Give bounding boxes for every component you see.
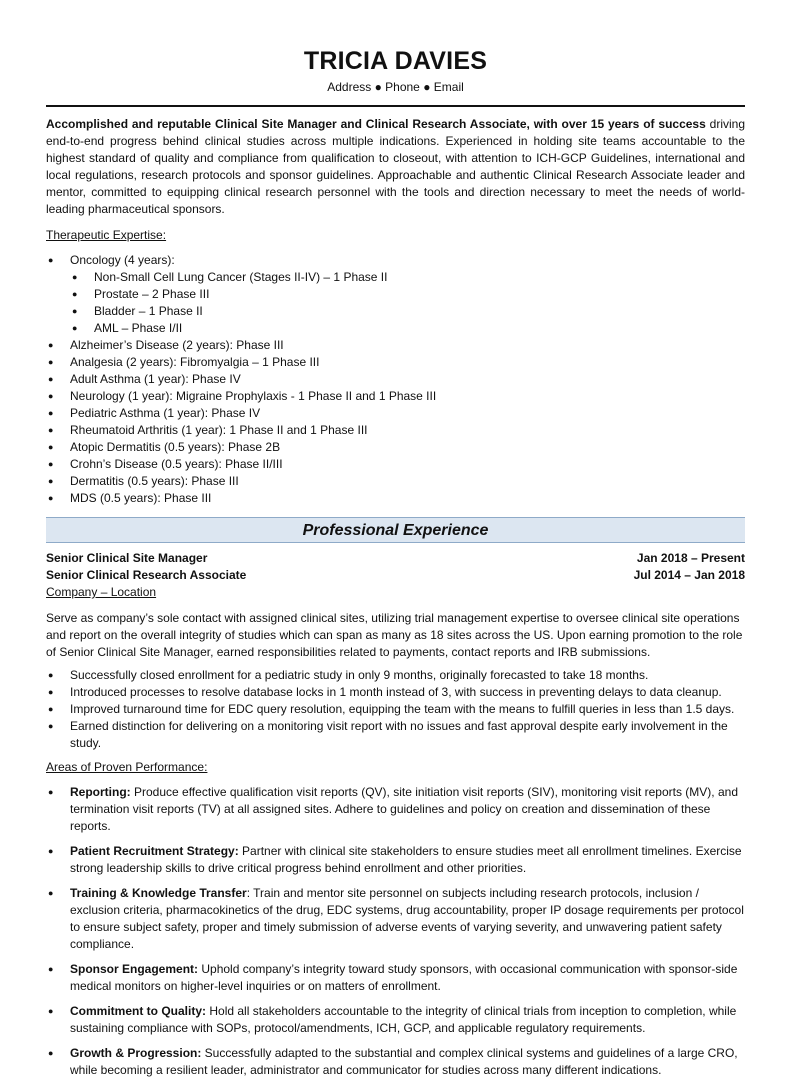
expertise-list [46,252,745,507]
area-text: Produce effective qualification visit reports (QV), site initiation visit reports (SIV), monitoring visit reports (MV), and termination visit reports (TV) at all assigned sites. Adhere to guidelines and policy on creation and dissemination of these reports. [70,785,738,833]
expertise-item: ● Adult Asthma (1 year): Phase IV [46,371,745,388]
area-item [46,885,745,953]
area-item [46,961,745,995]
expertise-title: Therapeutic Expertise: [46,228,167,242]
achievements-list [46,667,745,752]
area-text: Uphold company’s integrity toward study sponsors, with occasional communication with sponsor-side medical monitors on higher-level inquiries or on matters of enrollment. [70,962,738,993]
area-text: Successfully adapted to the substantial and complex clinical systems and guidelines of a large CRO, while becoming a resilient leader, administrator and communicator for studies across many different indications. [70,1046,738,1077]
achievement-item: ● Improved turnaround time for EDC query resolution, equipping the team with the means to fulfill queries in less than 1.5 days. [46,701,745,718]
expertise-item: ● Crohn’s Disease (0.5 years): Phase II/III [46,456,745,473]
expertise-item: ● Pediatric Asthma (1 year): Phase IV [46,405,745,422]
expertise-item: ● Atopic Dermatitis (0.5 years): Phase 2B [46,439,745,456]
oncology-subitem: ● AML – Phase I/II [70,320,745,337]
job-description: Serve as company’s sole contact with assigned clinical sites, utilizing trial management expertise to oversee clinical site operations and report on the overall integrity of studies which can span as many as 18 sites across the US. Upon earning promotion to the role of Senior Clinical Site Manager, earned responsibilities related to payments, contact reports and IRB submissions. [46,611,743,659]
area-text: : Train and mentor site personnel on subjects including research protocols, inclusion / exclusion criteria, pharmacokinetics of the drug, EDC systems, drug accountability, proper IP dosage requirements per protocol to ensure subject safety, proper and timely submission of adverse events of varying severity, and unwavering patient safety compliance. [70,886,744,951]
area-text: Partner with clinical site stakeholders to ensure studies meet all enrollment timelines. Exercise strong leadership skills to drive critical progress behind enrollment and other priorities. [70,844,742,875]
area-label: Growth & Progression: [70,1046,202,1060]
job-row [46,550,745,567]
company-location: Company – Location [46,585,157,599]
expertise-item: ● Rheumatoid Arthritis (1 year): 1 Phase II and 1 Phase III [46,422,745,439]
area-item [46,784,745,835]
oncology-subitem: ● Non-Small Cell Lung Cancer (Stages II-IV) – 1 Phase II [70,269,745,286]
job-title: Senior Clinical Research Associate [46,568,247,582]
summary-text: driving end-to-end progress behind clinical studies across multiple indications. Experienced in holding site teams accountable to the highest standard of quality and compliance from qualification to closeout, with attention to ICH-GCP Guidelines, international and local regulations, research protocols and sponsor guidelines. Approachable and authentic Clinical Research Associate leader and mentor, committed to equipping clinical research personnel with the tools and direction necessary to meet the needs of world-leading pharmaceutical sponsors. [46,117,745,216]
job-titles [46,550,745,584]
candidate-name: TRICIA DAVIES [303,47,488,75]
job-row [46,567,745,584]
areas-title: Areas of Proven Performance: [46,760,208,774]
job-dates: Jan 2018 – Present [636,551,745,565]
area-label: Training & Knowledge Transfer [70,886,247,900]
oncology-sublist [70,269,745,337]
job-title: Senior Clinical Site Manager [46,551,208,565]
area-label: Commitment to Quality: [70,1004,207,1018]
contact-line: Address ● Phone ● Email [327,80,464,94]
area-label: Patient Recruitment Strategy: [70,844,239,858]
area-label: Sponsor Engagement: [70,962,199,976]
achievement-item: ● Introduced processes to resolve database locks in 1 month instead of 3, with success in preventing delays to data cleanup. [46,684,745,701]
area-label: Reporting: [70,785,131,799]
expertise-item: ● Analgesia (2 years): Fibromyalgia – 1 Phase III [46,354,745,371]
area-item [46,1003,745,1037]
header-divider [46,105,745,107]
expertise-item: ● Alzheimer’s Disease (2 years): Phase III [46,337,745,354]
summary-paragraph [46,116,745,218]
area-item [46,843,745,877]
summary-bold-lead: Accomplished and reputable Clinical Site Manager and Clinical Research Associate, with over 15 years of success [46,117,706,131]
section-heading-experience: Professional Experience [46,517,745,543]
oncology-subitem: ● Bladder – 1 Phase II [70,303,745,320]
achievement-item: ● Earned distinction for delivering on a monitoring visit report with no issues and fast approval despite early involvement in the study. [46,718,745,752]
expertise-oncology-label: Oncology (4 years): [70,253,175,267]
job-dates: Jul 2014 – Jan 2018 [633,568,745,582]
oncology-subitem: ● Prostate – 2 Phase III [70,286,745,303]
achievement-item: ● Successfully closed enrollment for a pediatric study in only 9 months, originally forecasted to take 18 months. [46,667,745,684]
expertise-item-oncology [46,252,745,337]
area-text: Hold all stakeholders accountable to the integrity of clinical trials from inception to completion, while sustaining compliance with SOPs, protocol/amendments, ICH, GCP, and applicable regulatory requirements. [70,1004,737,1035]
expertise-item: ● Dermatitis (0.5 years): Phase III [46,473,745,490]
areas-list [46,784,745,1079]
expertise-item: ● MDS (0.5 years): Phase III [46,490,745,507]
expertise-item: ● Neurology (1 year): Migraine Prophylaxis - 1 Phase II and 1 Phase III [46,388,745,405]
area-item [46,1045,745,1079]
